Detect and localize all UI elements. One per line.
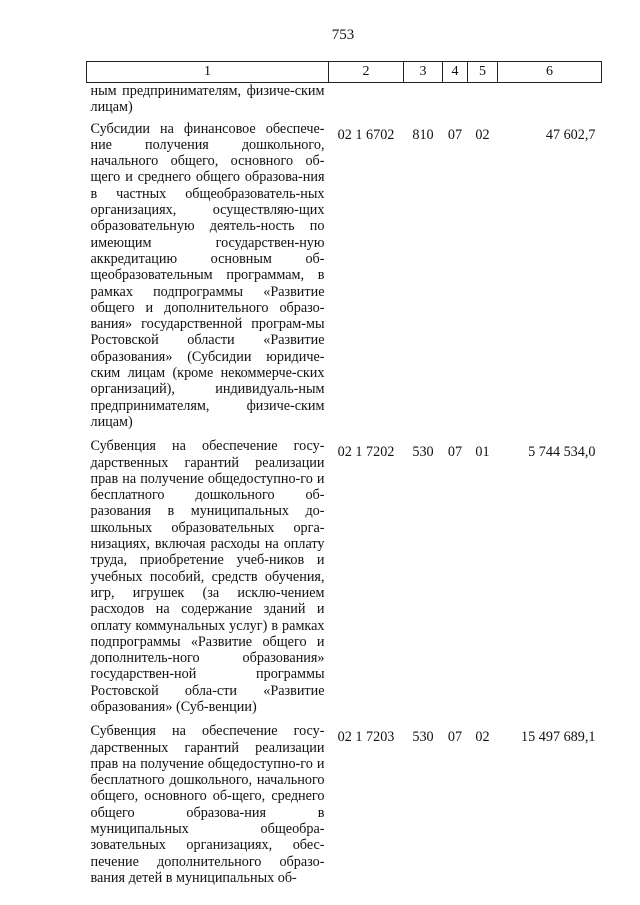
column-header-expense-type: 3 [404, 62, 443, 83]
row-description: Субсидии на финансовое обеспече-ние получения дошкольного, начального общего, основного об-щего и среднего общего образова-ния в частных общеобразователь-ных организациях, осуществляю-щих образовательную деятель-ность по имеющим государствен-ную аккредитацию основным об-щеобразовательным программам, в рамках подпрограммы «Развитие общего и дополнительного образо-вания» государственной програм-мы Ростовской области «Развитие образования» (Субсидии юридиче-ским лицам (кроме некоммерче-ских организаций), индивидуаль-ным предпринимателям, физиче-ским лицам) [90, 120, 325, 430]
row-subsection: 02 [475, 126, 490, 143]
table-row [87, 438, 602, 723]
row-amount: 5 744 534,0 [528, 444, 596, 461]
row-target-code: 02 1 7202 [337, 444, 395, 461]
row-amount: 15 497 689,1 [521, 729, 596, 746]
row-subsection: 01 [475, 444, 490, 461]
table-row [87, 723, 602, 894]
header-row [87, 62, 602, 83]
budget-table [86, 61, 602, 894]
row-section: 07 [447, 126, 463, 143]
table-row [87, 121, 602, 439]
table-header [87, 62, 602, 83]
column-header-target-code: 2 [329, 62, 404, 83]
column-header-amount: 6 [498, 62, 602, 83]
row-description: Субвенция на обеспечение госу-дарственных гарантий реализации прав на получение общедоступно-го и бесплатного дошкольного об-разования в муниципальных до-школьных образовательных орга-низациях, включая расходы на оплату труда, приобретение учеб-ников и учебных пособий, средств обучения, игр, игрушек (за исклю-чением расходов на содержание зданий и оплату коммунальных услуг) в рамках подпрограммы «Развитие общего и дополнитель-ного образования» государствен-ной программы Ростовской обла-сти «Развитие образования» (Суб-венции) [90, 438, 325, 715]
column-header-description: 1 [87, 62, 329, 83]
row-description: Субвенция на обеспечение госу-дарственных гарантий реализации прав на получение общедоступно-го и бесплатного дошкольного, начального общего, основного об-щего, среднего общего образова-ния в муниципальных общеобра-зовательных организациях, обес-печение дополнительного образо-вания детей в муниципальных об- [90, 723, 325, 886]
row-section: 07 [447, 729, 463, 746]
row-expense-type: 530 [412, 444, 434, 461]
column-header-section: 4 [443, 62, 468, 83]
column-header-subsection: 5 [468, 62, 498, 83]
table-row-continued [87, 83, 602, 121]
table-body [87, 83, 602, 895]
row-target-code: 02 1 6702 [337, 126, 395, 143]
row-expense-type: 810 [412, 126, 434, 143]
row-target-code: 02 1 7203 [337, 729, 395, 746]
row-expense-type: 530 [412, 729, 434, 746]
row-subsection: 02 [475, 729, 490, 746]
continued-description: ным предпринимателям, физиче-ским лицам) [90, 83, 325, 116]
page-number: 753 [331, 27, 355, 43]
row-amount: 47 602,7 [545, 126, 596, 143]
row-section: 07 [447, 444, 463, 461]
